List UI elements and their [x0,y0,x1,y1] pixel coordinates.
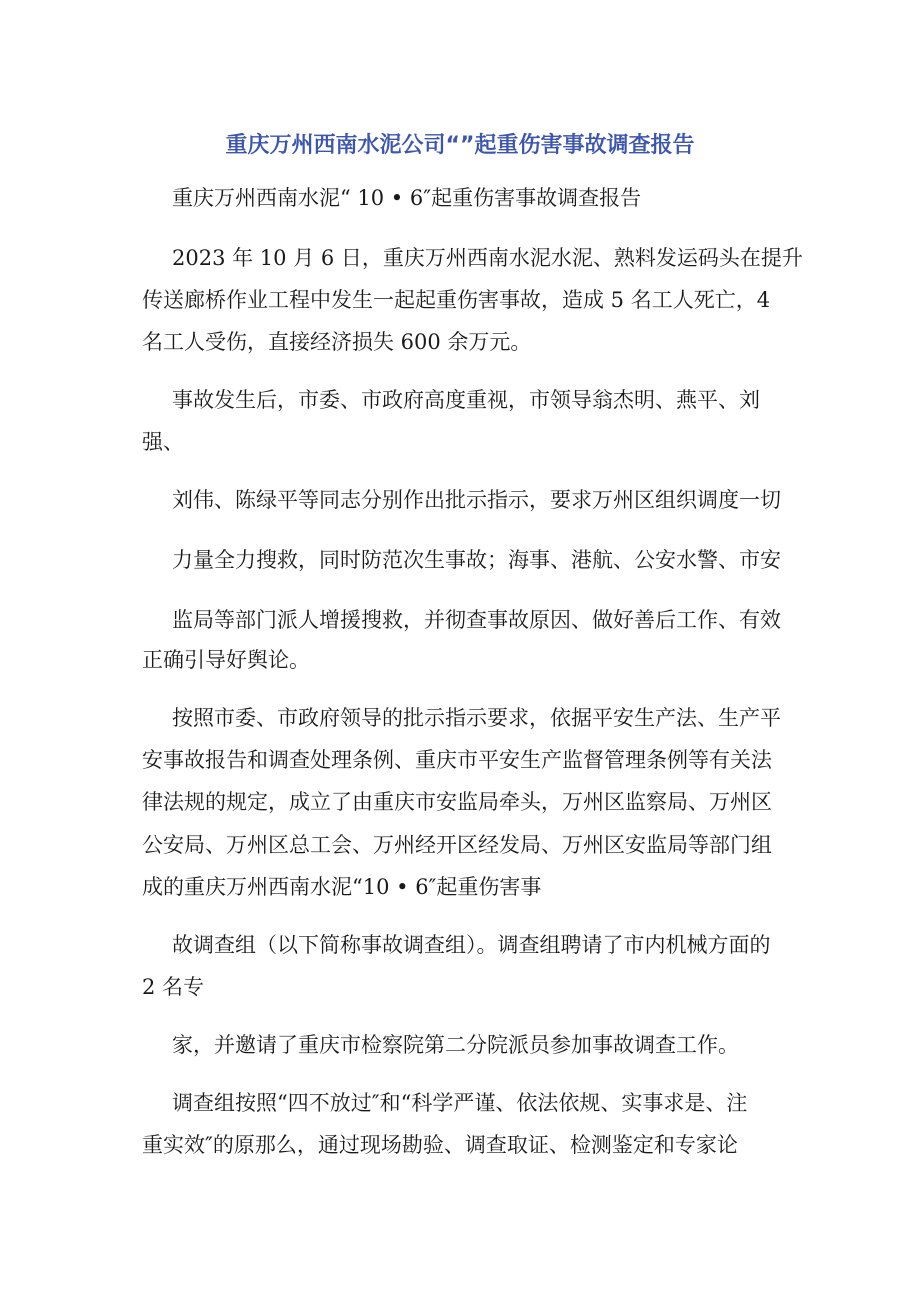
doc-line: 公安局、万州区总工会、万州经开区经发局、万州区安监局等部门组 [142,833,772,857]
doc-line: 故调查组（以下简称事故调查组）。调查组聘请了市内机械方面的 [172,933,771,957]
doc-line: 重实效″的原那么，通过现场勘验、调查取证、检测鉴定和专家论 [142,1133,738,1157]
doc-line: 成的重庆万州西南水泥“10 • 6″起重伤害事 [142,875,542,899]
doc-line: 事故发生后，市委、市政府高度重视，市领导翁杰明、燕平、刘 [172,388,760,412]
doc-line: 律法规的规定，成立了由重庆市安监局牵头，万州区监察局、万州区 [142,790,772,814]
doc-line: 名工人受伤，直接经济损失 600 余万元。 [142,330,532,354]
doc-line: 家，并邀请了重庆市检察院第二分院派员参加事故调查工作。 [172,1033,739,1057]
doc-line: 2023 年 10 月 6 日，重庆万州西南水泥水泥、熟料发运码头在提升 [172,246,803,270]
doc-line: 2 名专 [142,975,205,999]
doc-line: 调查组按照“四不放过″和“科学严谨、依法依规、实事求是、注 [172,1091,748,1115]
doc-line: 传送廊桥作业工程中发生一起起重伤害事故，造成 5 名工人死亡，4 [142,288,771,312]
doc-line: 安事故报告和调查处理条例、重庆市平安生产监督管理条例等有关法 [142,748,772,772]
doc-line: 刘伟、陈绿平等同志分别作出批示指示，要求万州区组织调度一切 [172,488,781,512]
document-title: 重庆万州西南水泥公司“”起重伤害事故调查报告 [225,133,695,158]
doc-line: 按照市委、市政府领导的批示指示要求，依据平安生产法、生产平 [172,706,781,730]
doc-line: 力量全力搜救，同时防范次生事故；海事、港航、公安水警、市安 [172,548,781,572]
doc-line: 重庆万州西南水泥“ 10 • 6″起重伤害事故调查报告 [172,186,642,210]
doc-line: 强、 [142,430,184,454]
doc-line: 正确引导好舆论。 [142,648,310,672]
doc-line: 监局等部门派人增援搜救，并彻查事故原因、做好善后工作、有效 [172,608,781,632]
